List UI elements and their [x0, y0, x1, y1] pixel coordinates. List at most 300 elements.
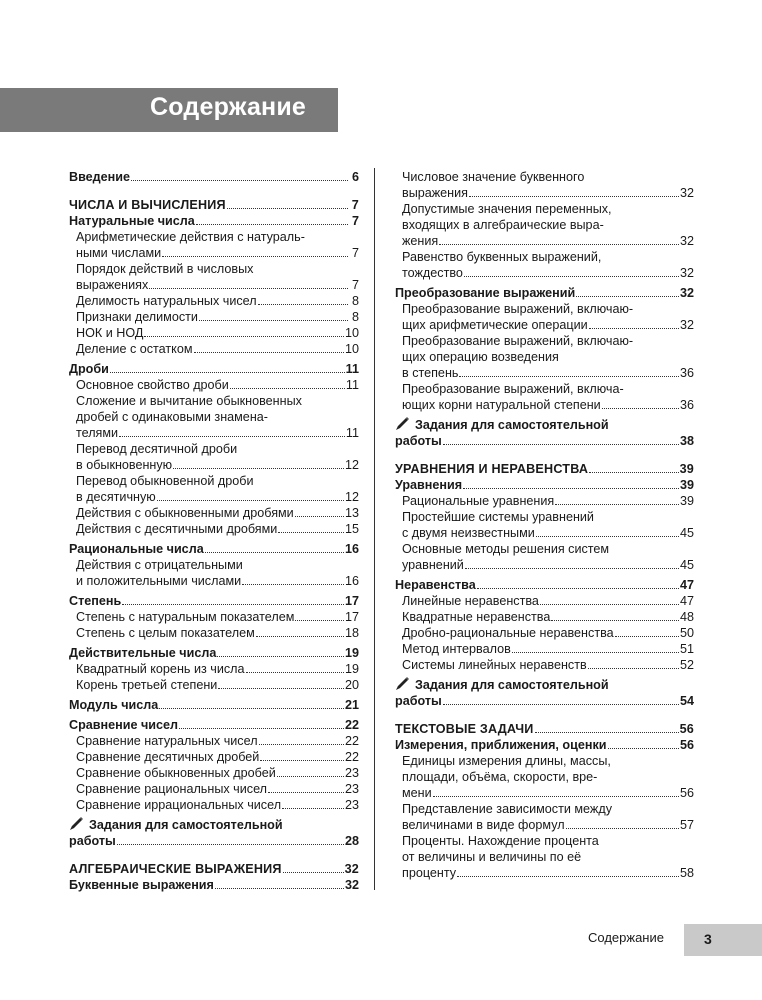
dot-leader	[122, 593, 344, 605]
toc-entry	[69, 797, 359, 813]
toc-entry-row	[402, 525, 694, 541]
toc-entry	[395, 625, 694, 641]
toc-entry-text: Задания для самостоятельной	[415, 678, 609, 692]
toc-entry-row	[402, 557, 694, 573]
dot-leader	[283, 861, 344, 873]
toc-entry	[395, 609, 694, 625]
dot-leader	[215, 877, 344, 889]
toc-entry	[69, 377, 359, 393]
toc-chapter	[69, 861, 359, 877]
toc-entry-title: Действительные числа	[69, 646, 217, 660]
toc-entry-title: Сравнение рациональных чисел	[76, 782, 268, 796]
page-ref: 11	[345, 378, 359, 392]
toc-entry-row	[402, 865, 694, 881]
dot-leader	[196, 213, 348, 225]
toc-entry-line	[402, 381, 694, 397]
toc-entry-title: работы	[395, 434, 442, 448]
toc-section	[395, 737, 694, 753]
page-ref: 8	[351, 310, 359, 324]
toc-entry-line	[76, 409, 359, 425]
page-ref: 16	[344, 542, 359, 556]
toc-entry-text: Допустимые значения переменных,	[402, 202, 612, 216]
toc-entry-line	[76, 441, 359, 457]
toc-task-entry	[69, 817, 359, 849]
toc-entry-title: ющих корни натуральной степени	[402, 398, 601, 412]
toc-entry-title: тождество	[402, 266, 463, 280]
dot-leader	[459, 365, 679, 377]
page-ref: 56	[679, 738, 694, 752]
toc-section	[69, 877, 359, 893]
dot-leader	[588, 657, 679, 669]
toc-entry-line	[402, 217, 694, 233]
toc-entry-row	[69, 833, 359, 849]
toc-entry-row	[402, 657, 694, 673]
toc-entry-text: Преобразование выражений, включаю-	[402, 302, 634, 316]
page-ref: 10	[344, 342, 359, 356]
toc-entry-text: Равенство буквенных выражений,	[402, 250, 602, 264]
toc-task-entry	[395, 677, 694, 709]
dot-leader	[433, 785, 679, 797]
toc-entry-line	[76, 261, 359, 277]
dot-leader	[258, 293, 348, 305]
toc-entry-row	[402, 625, 694, 641]
toc-entry-title: мени	[402, 786, 432, 800]
toc-entry-row	[69, 213, 359, 229]
toc-entry-title: уравнений	[402, 558, 464, 572]
toc-entry	[69, 341, 359, 357]
page-ref: 48	[679, 610, 694, 624]
toc-entry-text: Простейшие системы уравнений	[402, 510, 594, 524]
toc-entry	[395, 541, 694, 573]
dot-leader	[443, 693, 679, 705]
toc-entry	[69, 625, 359, 641]
page-ref: 13	[344, 506, 359, 520]
toc-section	[69, 169, 359, 185]
page-ref: 39	[679, 494, 694, 508]
toc-entry-line	[402, 769, 694, 785]
page-ref: 50	[679, 626, 694, 640]
toc-entry-row	[395, 461, 694, 477]
dot-leader	[465, 557, 679, 569]
toc-entry-row	[76, 309, 359, 325]
page-ref: 32	[679, 266, 694, 280]
page-ref: 38	[679, 434, 694, 448]
toc-entry-row	[69, 541, 359, 557]
toc-entry	[395, 201, 694, 249]
pencil-icon	[69, 817, 85, 831]
toc-entry-line	[402, 509, 694, 525]
dot-leader	[173, 457, 344, 469]
toc-entry-row	[76, 341, 359, 357]
toc-entry-text: Преобразование выражений, включаю-	[402, 334, 634, 348]
toc-entry-title: Рациональные числа	[69, 542, 204, 556]
pencil-icon	[395, 417, 411, 431]
toc-entry-row	[402, 593, 694, 609]
toc-entry	[69, 261, 359, 293]
toc-entry-line	[402, 249, 694, 265]
toc-task-entry	[395, 417, 694, 449]
toc-entry-row	[395, 693, 694, 709]
toc-entry-title: Модуль числа	[69, 698, 159, 712]
column-divider	[374, 168, 375, 890]
dot-leader	[615, 625, 679, 637]
toc-section	[69, 541, 359, 557]
page-ref: 32	[344, 862, 359, 876]
toc-entry-row	[69, 877, 359, 893]
toc-entry	[69, 293, 359, 309]
dot-leader	[144, 325, 344, 337]
toc-entry-row	[76, 625, 359, 641]
toc-entry	[395, 833, 694, 881]
toc-entry	[395, 509, 694, 541]
toc-entry-title: Введение	[69, 170, 131, 184]
dot-leader	[464, 265, 679, 277]
toc-entry-title: ными числами	[76, 246, 162, 260]
toc-entry-line	[402, 801, 694, 817]
page-number-box	[684, 924, 762, 956]
page-ref: 17	[344, 594, 359, 608]
toc-entry-title: Делимость натуральных чисел	[76, 294, 257, 308]
toc-entry-line	[402, 301, 694, 317]
page-ref: 22	[344, 734, 359, 748]
page-ref: 20	[344, 678, 359, 692]
dot-leader	[217, 645, 344, 657]
page-ref: 32	[679, 234, 694, 248]
toc-entry-title: выражениях	[76, 278, 149, 292]
toc-entry-title: Действия с обыкновенными дробями	[76, 506, 294, 520]
toc-entry-title: проценту	[402, 866, 457, 880]
dot-leader	[295, 609, 344, 621]
dot-leader	[589, 461, 678, 473]
dot-leader	[179, 717, 344, 729]
page-ref: 12	[344, 490, 359, 504]
toc-entry-text: Сложение и вычитание обыкновенных	[76, 394, 302, 408]
toc-entry-title: величинами в виде формул	[402, 818, 565, 832]
toc-entry-row	[76, 749, 359, 765]
toc-entry	[69, 781, 359, 797]
dot-leader	[566, 817, 679, 829]
toc-entry	[69, 325, 359, 341]
toc-entry-title: в десятичную	[76, 490, 156, 504]
toc-entry-title: Уравнения	[395, 478, 463, 492]
toc-chapter	[395, 461, 694, 477]
toc-entry-text: щих операцию возведения	[402, 350, 559, 364]
toc-entry	[395, 641, 694, 657]
dot-leader	[555, 493, 679, 505]
page-ref: 56	[679, 722, 694, 736]
pencil-icon	[395, 677, 411, 691]
toc-entry-line	[402, 541, 694, 557]
dot-leader	[149, 277, 348, 289]
toc-entry-text: Задания для самостоятельной	[415, 418, 609, 432]
toc-entry-row	[76, 425, 359, 441]
page-ref: 54	[679, 694, 694, 708]
toc-entry-line	[76, 229, 359, 245]
page-ref: 32	[344, 878, 359, 892]
toc-entry-row	[402, 233, 694, 249]
toc-entry-row	[76, 797, 359, 813]
toc-entry	[395, 381, 694, 413]
page-title: Содержание	[150, 93, 307, 121]
toc-entry-row	[76, 609, 359, 625]
toc-entry-row	[69, 861, 359, 877]
dot-leader	[277, 765, 344, 777]
dot-leader	[256, 625, 344, 637]
dot-leader	[242, 573, 344, 585]
page-ref: 6	[351, 170, 359, 184]
toc-entry-title: Измерения, приближения, оценки	[395, 738, 607, 752]
toc-entry-line	[395, 677, 694, 693]
toc-entry-row	[395, 721, 694, 737]
page-ref: 15	[344, 522, 359, 536]
toc-entry-title: Степень с целым показателем	[76, 626, 255, 640]
toc-entry-title: НОК и НОД	[76, 326, 144, 340]
toc-entry-text: Преобразование выражений, включа-	[402, 382, 624, 396]
toc-entry-text: дробей с одинаковыми знамена-	[76, 410, 268, 424]
toc-entry-title: Преобразование выражений	[395, 286, 576, 300]
toc-entry-text: Единицы измерения длины, массы,	[402, 754, 611, 768]
dot-leader	[536, 525, 679, 537]
toc-entry-line	[402, 169, 694, 185]
dot-leader	[457, 865, 679, 877]
page-ref: 7	[351, 198, 359, 212]
toc-entry-title: работы	[69, 834, 116, 848]
dot-leader	[282, 797, 344, 809]
toc-entry	[69, 473, 359, 505]
toc-entry-row	[395, 285, 694, 301]
toc-entry	[395, 753, 694, 801]
toc-entry-title: Дробно-рациональные неравенства	[402, 626, 614, 640]
toc-entry	[69, 521, 359, 537]
toc-entry-text: Проценты. Нахождение процента	[402, 834, 599, 848]
page-ref: 39	[679, 462, 694, 476]
page-ref: 45	[679, 526, 694, 540]
toc-entry	[69, 393, 359, 441]
toc-entry	[395, 657, 694, 673]
dot-leader	[119, 425, 345, 437]
toc-entry	[395, 249, 694, 281]
page-ref: 32	[679, 186, 694, 200]
toc-entry-title: ЧИСЛА И ВЫЧИСЛЕНИЯ	[69, 198, 226, 212]
toc-entry-row	[402, 185, 694, 201]
toc-entry	[69, 557, 359, 589]
toc-entry-row	[402, 817, 694, 833]
toc-entry-title: Рациональные уравнения	[402, 494, 555, 508]
dot-leader	[230, 377, 345, 389]
toc-entry-title: Дроби	[69, 362, 109, 376]
toc-entry-row	[402, 609, 694, 625]
toc-entry-title: Системы линейных неравенств	[402, 658, 587, 672]
toc-entry-title: Квадратный корень из числа	[76, 662, 245, 676]
dot-leader	[512, 641, 679, 653]
toc-entry-line	[76, 557, 359, 573]
dot-leader	[157, 489, 344, 501]
page-ref: 22	[344, 718, 359, 732]
toc-entry-text: Перевод десятичной дроби	[76, 442, 238, 456]
toc-entry-title: Натуральные числа	[69, 214, 195, 228]
toc-entry-text: Числовое значение буквенного	[402, 170, 585, 184]
toc-entry-row	[69, 645, 359, 661]
title-bar	[0, 88, 338, 132]
page-ref: 32	[679, 318, 694, 332]
toc-chapter	[395, 721, 694, 737]
page-ref: 19	[344, 662, 359, 676]
toc-entry-line	[76, 473, 359, 489]
page-ref: 7	[351, 214, 359, 228]
page-ref: 57	[679, 818, 694, 832]
toc-entry-text: Действия с отрицательными	[76, 558, 243, 572]
page-ref: 47	[679, 594, 694, 608]
toc-entry-row	[76, 677, 359, 693]
dot-leader	[608, 737, 679, 749]
dot-leader	[439, 233, 679, 245]
toc-section	[395, 577, 694, 593]
dot-leader	[117, 833, 344, 845]
page-ref: 52	[679, 658, 694, 672]
toc-entry-title: Степень с натуральным показателем	[76, 610, 295, 624]
toc-entry-text: Основные методы решения систем	[402, 542, 610, 556]
dot-leader	[194, 341, 344, 353]
toc-entry-row	[69, 717, 359, 733]
toc-entry-line	[402, 833, 694, 849]
toc-entry-line	[402, 849, 694, 865]
toc-entry-line	[76, 393, 359, 409]
toc-chapter	[69, 197, 359, 213]
page-number: 3	[704, 931, 712, 947]
page-ref: 7	[351, 278, 359, 292]
toc-entry	[395, 593, 694, 609]
toc-entry	[69, 749, 359, 765]
toc-entry-row	[402, 317, 694, 333]
toc-section	[69, 697, 359, 713]
toc-entry-title: щих арифметические операции	[402, 318, 588, 332]
toc-entry-row	[402, 785, 694, 801]
toc-entry	[69, 229, 359, 261]
toc-section	[395, 477, 694, 493]
toc-entry-row	[76, 325, 359, 341]
dot-leader	[469, 185, 679, 197]
toc-entry-title: с двумя неизвестными	[402, 526, 535, 540]
toc-entry-row	[402, 265, 694, 281]
toc-entry-line	[402, 349, 694, 365]
toc-entry-row	[69, 593, 359, 609]
toc-entry	[69, 765, 359, 781]
page-ref: 12	[344, 458, 359, 472]
toc-entry-row	[395, 433, 694, 449]
dot-leader	[259, 733, 344, 745]
toc-entry-title: Буквенные выражения	[69, 878, 214, 892]
page-ref: 19	[344, 646, 359, 660]
dot-leader	[131, 169, 348, 181]
toc-entry-row	[76, 277, 359, 293]
toc-entry-title: АЛГЕБРАИЧЕСКИЕ ВЫРАЖЕНИЯ	[69, 862, 282, 876]
toc-entry-row	[76, 377, 359, 393]
toc-entry-text: Порядок действий в числовых	[76, 262, 254, 276]
page-ref: 23	[344, 798, 359, 812]
toc-entry-row	[69, 169, 359, 185]
toc-entry-text: от величины и величины по её	[402, 850, 582, 864]
dot-leader	[162, 245, 348, 257]
dot-leader	[295, 505, 344, 517]
toc-entry	[69, 505, 359, 521]
toc-entry-title: Квадратные неравенства	[402, 610, 551, 624]
page-ref: 47	[679, 578, 694, 592]
toc-entry	[395, 169, 694, 201]
toc-entry	[395, 801, 694, 833]
dot-leader	[477, 577, 679, 589]
toc-left-column	[69, 169, 359, 893]
toc-entry-text: Арифметические действия с натураль-	[76, 230, 305, 244]
dot-leader	[159, 697, 344, 709]
toc-entry-row	[395, 737, 694, 753]
page-ref: 39	[679, 478, 694, 492]
page-ref: 16	[344, 574, 359, 588]
toc-entry-row	[69, 361, 359, 377]
toc-entry-title: УРАВНЕНИЯ И НЕРАВЕНСТВА	[395, 462, 589, 476]
page-ref: 58	[679, 866, 694, 880]
toc-entry-row	[76, 573, 359, 589]
toc-entry-row	[76, 505, 359, 521]
dot-leader	[205, 541, 344, 553]
toc-entry-row	[76, 457, 359, 473]
dot-leader	[443, 433, 679, 445]
dot-leader	[589, 317, 679, 329]
toc-entry-title: Сравнение натуральных чисел	[76, 734, 258, 748]
toc-entry-title: Линейные неравенства	[402, 594, 539, 608]
toc-entry-row	[76, 489, 359, 505]
toc-entry-row	[76, 661, 359, 677]
toc-entry-title: в степень	[402, 366, 459, 380]
page-ref: 7	[351, 246, 359, 260]
toc-entry-row	[395, 477, 694, 493]
toc-entry-title: выражения	[402, 186, 468, 200]
toc-entry	[69, 677, 359, 693]
page-ref: 36	[679, 366, 694, 380]
toc-entry-row	[402, 365, 694, 381]
toc-entry-title: Признаки делимости	[76, 310, 198, 324]
dot-leader	[268, 781, 344, 793]
page-ref: 8	[351, 294, 359, 308]
toc-entry-row	[76, 765, 359, 781]
toc-entry-line	[69, 817, 359, 833]
toc-entry-row	[402, 397, 694, 413]
dot-leader	[278, 521, 344, 533]
toc-section	[395, 285, 694, 301]
page-ref: 45	[679, 558, 694, 572]
footer-label: Содержание	[588, 930, 664, 945]
page-ref: 17	[344, 610, 359, 624]
toc-entry-title: Метод интервалов	[402, 642, 511, 656]
toc-entry-title: в обыкновенную	[76, 458, 173, 472]
page-ref: 36	[679, 398, 694, 412]
toc-entry-row	[402, 493, 694, 509]
toc-entry-title: Деление с остатком	[76, 342, 193, 356]
toc-entry-line	[402, 333, 694, 349]
toc-entry	[69, 661, 359, 677]
dot-leader	[199, 309, 348, 321]
toc-entry-text: Представление зависимости между	[402, 802, 612, 816]
page-ref: 18	[344, 626, 359, 640]
dot-leader	[551, 609, 679, 621]
toc-entry-title: телями	[76, 426, 119, 440]
toc-entry-title: Сравнение обыкновенных дробей	[76, 766, 276, 780]
toc-entry	[69, 609, 359, 625]
dot-leader	[260, 749, 344, 761]
page-ref: 56	[679, 786, 694, 800]
page-ref: 22	[344, 750, 359, 764]
toc-entry-title: Сравнение иррациональных чисел	[76, 798, 282, 812]
toc-entry-title: работы	[395, 694, 442, 708]
